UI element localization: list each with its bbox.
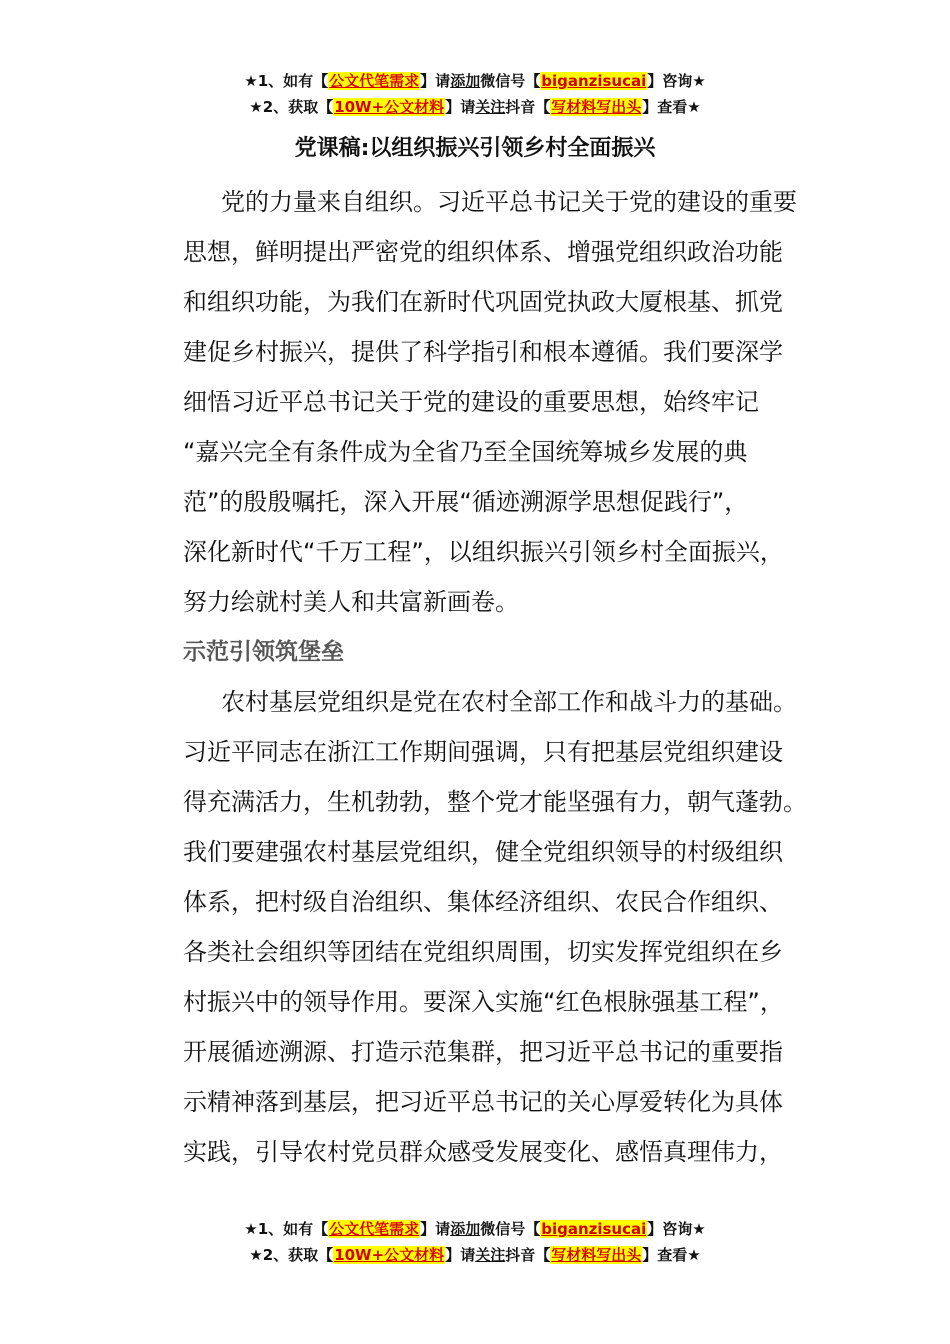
text-line: 党的力量来自组织。习近平总书记关于党的建设的重要 bbox=[221, 188, 797, 216]
text-line: 农村基层党组织是党在农村全部工作和战斗力的基础。 bbox=[221, 688, 797, 716]
text-line: 努力绘就村美人和共富新画卷。 bbox=[183, 588, 519, 616]
banner-wechat-id: biganzisucai bbox=[541, 1220, 647, 1238]
text-line: 习近平同志在浙江工作期间强调，只有把基层党组织建设 bbox=[183, 738, 783, 766]
banner-highlight: 10W+公文材料 bbox=[334, 98, 445, 116]
document-title: 党课稿:以组织振兴引领乡村全面振兴 bbox=[294, 136, 656, 161]
banner-highlight: 公文代笔需求 bbox=[329, 72, 420, 90]
text-line: 各类社会组织等团结在党组织周围，切实发挥党组织在乡 bbox=[183, 938, 783, 966]
text-line: 范”的殷殷嘱托，深入开展“循迹溯源学思想促践行”， bbox=[183, 488, 749, 516]
text-line: 村振兴中的领导作用。要深入实施“红色根脉强基工程”， bbox=[183, 988, 784, 1016]
text-line: 开展循迹溯源、打造示范集群，把习近平总书记的重要指 bbox=[183, 1038, 783, 1066]
banner-douyin-id: 写材料写出头 bbox=[551, 1246, 642, 1264]
banner-douyin-id: 写材料写出头 bbox=[551, 98, 642, 116]
banner-highlight: 公文代笔需求 bbox=[329, 1220, 420, 1238]
paragraph-2 bbox=[145, 677, 810, 1177]
banner-highlight: 10W+公文材料 bbox=[334, 1246, 445, 1264]
banner-line-1: ★1、如有【公文代笔需求】请添加微信号【biganzisucai】咨询★ bbox=[244, 72, 706, 90]
text-line: 得充满活力，生机勃勃，整个党才能坚强有力，朝气蓬勃。 bbox=[183, 788, 807, 816]
banner-line-2: ★2、获取【10W+公文材料】请关注抖音【写材料写出头】查看★ bbox=[249, 98, 701, 116]
text-line: 细悟习近平总书记关于党的建设的重要思想，始终牢记 bbox=[183, 388, 759, 416]
banner-wechat-id: biganzisucai bbox=[541, 72, 647, 90]
text-line: 示精神落到基层，把习近平总书记的关心厚爱转化为具体 bbox=[183, 1088, 783, 1116]
text-line: 我们要建强农村基层党组织，健全党组织领导的村级组织 bbox=[183, 838, 783, 866]
text-line: 深化新时代“千万工程”，以组织振兴引领乡村全面振兴， bbox=[183, 538, 784, 566]
banner-line-2: ★2、获取【10W+公文材料】请关注抖音【写材料写出头】查看★ bbox=[249, 1246, 701, 1264]
text-line: 思想，鲜明提出严密党的组织体系、增强党组织政治功能 bbox=[183, 238, 783, 266]
paragraph-1 bbox=[145, 177, 810, 627]
section-heading: 示范引领筑堡垒 bbox=[183, 639, 344, 665]
header-banner bbox=[0, 68, 950, 120]
text-line: 建促乡村振兴，提供了科学指引和根本遵循。我们要深学 bbox=[183, 338, 783, 366]
banner-line-1: ★1、如有【公文代笔需求】请添加微信号【biganzisucai】咨询★ bbox=[244, 1220, 706, 1238]
text-line: 体系，把村级自治组织、集体经济组织、农民合作组织、 bbox=[183, 888, 783, 916]
text-line: 实践，引导农村党员群众感受发展变化、感悟真理伟力， bbox=[183, 1138, 783, 1166]
document-body bbox=[145, 177, 810, 1177]
text-line: “嘉兴完全有条件成为全省乃至全国统筹城乡发展的典 bbox=[183, 438, 748, 466]
footer-banner bbox=[0, 1216, 950, 1268]
text-line: 和组织功能，为我们在新时代巩固党执政大厦根基、抓党 bbox=[183, 288, 783, 316]
